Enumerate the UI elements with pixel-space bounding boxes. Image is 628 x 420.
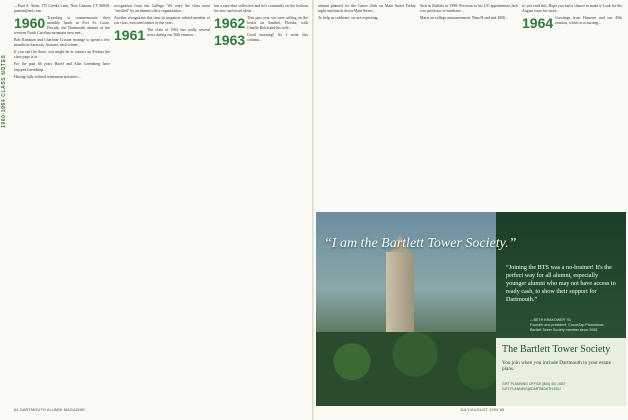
column-2	[114, 4, 210, 406]
column-paragraph: Bob Kinsman and Charlotte Crouter manage to spend a few months in Sarasota, Arizona, each winter...	[14, 38, 110, 48]
column-6	[522, 4, 622, 210]
class-year-1962: 1962	[214, 15, 246, 32]
footer-left: 64 DARTMOUTH ALUMNI MAGAZINE	[14, 408, 86, 412]
section-tab: 1960-1964 CLASS NOTES	[1, 54, 7, 128]
column-paragraph: Having fully refined retirement activities...	[14, 74, 81, 79]
column-paragraph: recognition from the College. We were the class most "verified" by an alumni office organization...	[114, 4, 210, 14]
class-year-heading: 1961 The class of 1961 has really several news during our 50th reunion...	[114, 27, 210, 44]
ad-attribution: —BETH KRAKOWER ’91 Founder and president, CocoaTap Promotions Bartlett Tower Society member since 2008	[530, 318, 604, 332]
ad-band-text: You join when you include Dartmouth in your estate plans.	[502, 360, 611, 373]
class-year-1960: 1960	[14, 15, 46, 32]
column-paragraph: To help us celebrate, we are expecting...	[318, 16, 381, 21]
column-paragraph: has a sure-shot collective and he's constantly on the lookout for new and novel ideas...	[214, 4, 308, 14]
column-paragraph: so you read this. Hope you had a chance to make it Look for the August issue for more...	[522, 4, 622, 14]
ad-contact-info[interactable]: GIFT PLANNING OFFICE (800) 457-4067 GIFT.PLANNING@DARTMOUTH.EDU	[502, 382, 566, 391]
column-1	[14, 4, 110, 406]
bartlett-tower-ad	[316, 212, 626, 406]
class-year-heading: 1964 Greetings from Hanover and our 45th reunion, which is occurring...	[522, 15, 622, 32]
class-year-heading: 1963 Good morning! As I write this column...	[214, 32, 308, 49]
ad-band-title: The Bartlett Tower Society	[502, 344, 611, 355]
column-3	[214, 4, 308, 406]
ad-info-band	[496, 338, 626, 406]
column-paragraph: Another recognition this time in irrigation valued member of our class, executed earlier in the year...	[114, 16, 210, 26]
column-4	[318, 4, 416, 210]
column-5	[420, 4, 518, 210]
class-year-1964: 1964	[522, 15, 554, 32]
column-paragraph: —Paul A. Stein, 175 Creeks Lane, New Canaan, CT 06840; pastein@aol.com	[14, 4, 110, 14]
trees-image	[316, 332, 496, 406]
class-year-1963: 1963	[214, 32, 246, 49]
ad-headline: “I am the Bartlett Tower Society.”	[324, 236, 517, 251]
class-year-1961: 1961	[114, 27, 146, 44]
column-paragraph: alumni planned for the Canoe Club on Main Street Friday night and march down Main Street...	[318, 4, 416, 14]
column-paragraph: For the past 46 years Hazel and Alan Greenberg have enjoyed friendship...	[14, 62, 110, 72]
column-paragraph: If you can't be there, you might be in contact on Fridays the class page is at ...	[14, 50, 110, 60]
page-gutter	[312, 0, 314, 420]
footer-right: JULY/AUGUST 2009 65	[460, 408, 505, 412]
ad-quote: “Joining the BTS was a no-brainer! It's the perfect way for all alumni, especially younger alumni who may not have access to ready cash, to show their support for Dartmouth.”	[506, 264, 616, 303]
column-paragraph: Sick in Buffalo in 1998. Previous to his UC appointment Jack was professor of medicine...	[420, 4, 518, 14]
column-paragraph: Marie an college announcement: Nina H and and 2006...	[420, 16, 509, 21]
class-year-heading: 1962 This past year we were selling on the beach on Sanibel, Florida, with Charlie Balch and his wife...	[214, 15, 308, 32]
class-year-heading: 1960 Traveling to commemorate their monthly lunch in Fort St. Lucie, Florida, the Dartmouth alumni of the western North Carolina mountain area met...	[14, 15, 110, 36]
